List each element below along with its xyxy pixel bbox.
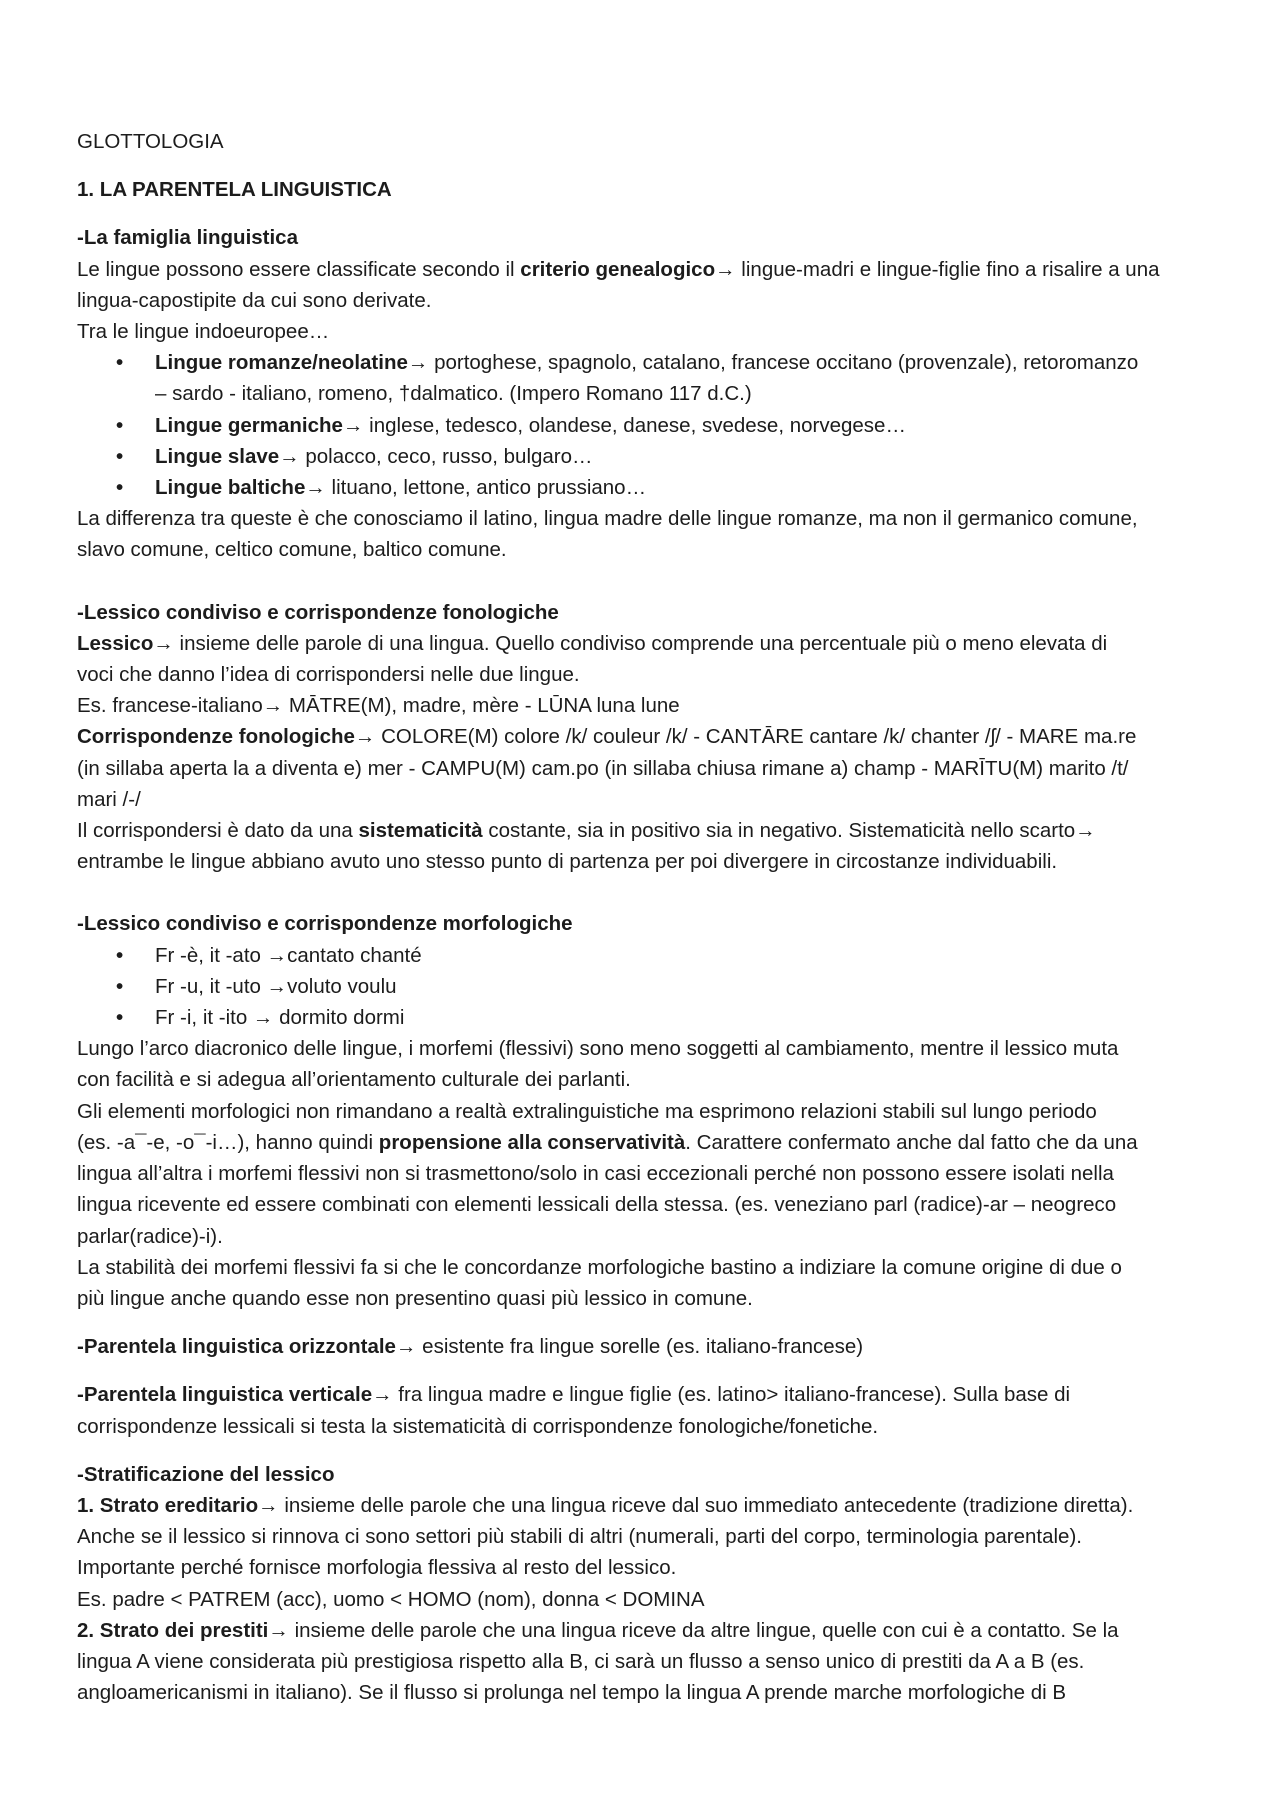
- paragraph-line: entrambe le lingue abbiano avuto uno stesso punto di partenza per poi divergere in circostanze individuabili.: [77, 850, 1058, 874]
- section-heading: -Stratificazione del lessico: [77, 1462, 335, 1486]
- list-item: • Fr -è, it -ato →cantato chanté: [77, 940, 1210, 971]
- paragraph-line: con facilità e si adegua all’orientamento culturale dei parlanti.: [77, 1068, 631, 1092]
- paragraph-line: Gli elementi morfologici non rimandano a realtà extralinguistiche ma esprimono relazioni stabili sul lungo periodo: [77, 1099, 1097, 1123]
- section-corrispondenze-morfologiche: [77, 908, 1210, 1314]
- paragraph-line: Corrispondenze fonologiche→ COLORE(M) colore /k/ couleur /k/ - CANTĀRE cantare /k/ chanter /ʃ/ - MARE ma.re: [77, 725, 1137, 749]
- paragraph-line: lingua all’altra i morfemi flessivi non si trasmettono/solo in casi eccezionali perché non possono essere isolati nella: [77, 1162, 1114, 1186]
- paragraph-line: Il corrispondersi è dato da una sistematicità costante, sia in positivo sia in negativo. Sistematicità nello scarto→: [77, 819, 1096, 843]
- paragraph-line: Es. padre < PATREM (acc), uomo < HOMO (nom), donna < DOMINA: [77, 1587, 705, 1611]
- paragraph-line: -Parentela linguistica verticale→ fra lingua madre e lingue figlie (es. latino> italiano-francese). Sulla base di: [77, 1383, 1071, 1407]
- paragraph-line: Importante perché fornisce morfologia flessiva al resto del lessico.: [77, 1556, 677, 1580]
- paragraph-line: lingua-capostipite da cui sono derivate.: [77, 288, 432, 312]
- paragraph-line: Tra le lingue indoeuropee…: [77, 320, 330, 344]
- list-item: • Fr -u, it -uto →voluto voulu: [77, 971, 1210, 1002]
- section-parentela-verticale: [77, 1379, 1210, 1441]
- chapter-heading: 1. LA PARENTELA LINGUISTICA: [77, 178, 392, 202]
- list-item: • Lingue romanze/neolatine→ portoghese, spagnolo, catalano, francese occitano (provenzale), retoromanzo: [77, 347, 1210, 378]
- paragraph-line: Es. francese-italiano→ MĀTRE(M), madre, mère - LŪNA luna lune: [77, 694, 680, 718]
- paragraph-line: -Parentela linguistica orizzontale→ esistente fra lingue sorelle (es. italiano-francese): [77, 1335, 864, 1359]
- section-stratificazione-lessico: [77, 1459, 1210, 1709]
- paragraph-line: lingua ricevente ed essere combinati con elementi lessicali della stessa. (es. veneziano parl (radice)-ar – neogreco: [77, 1193, 1117, 1217]
- list-item: • Lingue slave→ polacco, ceco, russo, bulgaro…: [77, 441, 1210, 472]
- bullet-icon: •: [116, 413, 124, 437]
- paragraph-line: più lingue anche quando esse non presentino quasi più lessico in comune.: [77, 1286, 753, 1310]
- paragraph-line: (in sillaba aperta la a diventa e) mer - CAMPU(M) cam.po (in sillaba chiusa rimane a) champ - MARĪTU(M) marito /t/: [77, 756, 1129, 780]
- paragraph-line: Le lingue possono essere classificate secondo il criterio genealogico→ lingue-madri e lingue-figlie fino a risalire a una: [77, 257, 1160, 281]
- list-item: • Lingue baltiche→ lituano, lettone, antico prussiano…: [77, 472, 1210, 503]
- section-heading: -Lessico condiviso e corrispondenze fonologiche: [77, 600, 559, 624]
- paragraph-line: Lungo l’arco diacronico delle lingue, i morfemi (flessivi) sono meno soggetti al cambiamento, mentre il lessico muta: [77, 1037, 1119, 1061]
- list-item: • Fr -i, it -ito → dormito dormi: [77, 1002, 1210, 1033]
- section-heading: -La famiglia linguistica: [77, 226, 298, 250]
- bullet-icon: •: [116, 974, 124, 998]
- bullet-icon: •: [116, 351, 124, 375]
- paragraph-line: Lessico→ insieme delle parole di una lingua. Quello condiviso comprende una percentuale più o meno elevata di: [77, 631, 1108, 655]
- paragraph-line: La differenza tra queste è che conosciamo il latino, lingua madre delle lingue romanze, ma non il germanico comune,: [77, 507, 1138, 531]
- paragraph-line: 1. Strato ereditario→ insieme delle parole che una lingua riceve dal suo immediato antecedente (tradizione diretta).: [77, 1493, 1134, 1517]
- bullet-icon: •: [116, 476, 124, 500]
- paragraph-line: Anche se il lessico si rinnova ci sono settori più stabili di altri (numerali, parti del corpo, terminologia parentale).: [77, 1525, 1082, 1549]
- list-item-continuation: – sardo - italiano, romeno, †dalmatico. (Impero Romano 117 d.C.): [155, 382, 752, 406]
- section-parentela-orizzontale: [77, 1331, 1210, 1362]
- paragraph-line: 2. Strato dei prestiti→ insieme delle parole che una lingua riceve da altre lingue, quelle con cui è a contatto. Se la: [77, 1618, 1119, 1642]
- bullet-icon: •: [116, 943, 124, 967]
- bullet-icon: •: [116, 1006, 124, 1030]
- list-item: • Lingue germaniche→ inglese, tedesco, olandese, danese, svedese, norvegese…: [77, 410, 1210, 441]
- paragraph-line: angloamericanismi in italiano). Se il flusso si prolunga nel tempo la lingua A prende marche morfologiche di B: [77, 1681, 1067, 1705]
- paragraph-line: (es. -a¯-e, -o¯-i…), hanno quindi propensione alla conservatività. Carattere confermato anche dal fatto che da una: [77, 1130, 1138, 1154]
- paragraph-line: La stabilità dei morfemi flessivi fa si che le concordanze morfologiche bastino a indiziare la comune origine di due o: [77, 1255, 1122, 1279]
- bullet-icon: •: [116, 444, 124, 468]
- paragraph-line: parlar(radice)-i).: [77, 1224, 223, 1248]
- morphology-examples-list: [77, 940, 1210, 1034]
- document-title: GLOTTOLOGIA: [77, 130, 224, 153]
- section-heading: -Lessico condiviso e corrispondenze morfologiche: [77, 912, 573, 936]
- language-families-list: [77, 347, 1210, 503]
- paragraph-line: mari /-/: [77, 787, 141, 811]
- section-famiglia-linguistica: [77, 222, 1210, 565]
- paragraph-line: voci che danno l’idea di corrispondersi nelle due lingue.: [77, 663, 580, 687]
- paragraph-line: lingua A viene considerata più prestigiosa rispetto alla B, ci sarà un flusso a senso unico di prestiti da A a B (es.: [77, 1649, 1085, 1673]
- paragraph-line: corrispondenze lessicali si testa la sistematicità di corrispondenze fonologiche/fonetiche.: [77, 1414, 879, 1438]
- paragraph-line: slavo comune, celtico comune, baltico comune.: [77, 538, 507, 562]
- section-corrispondenze-fonologiche: [77, 597, 1210, 878]
